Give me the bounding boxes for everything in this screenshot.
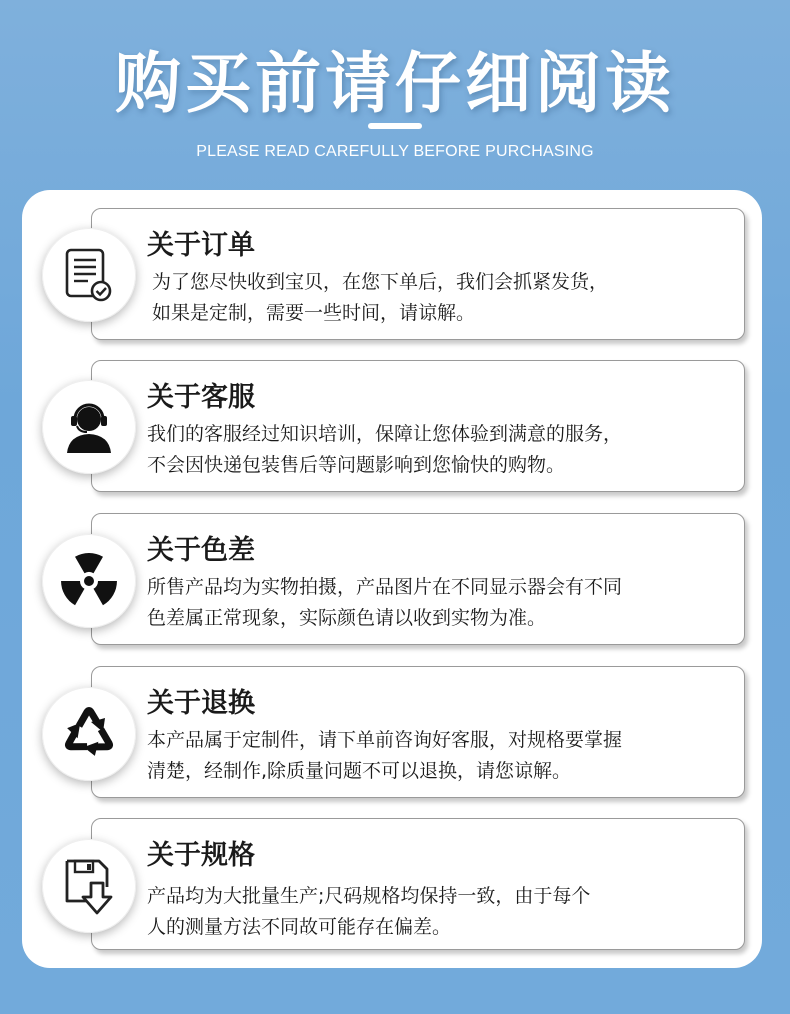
notice-card-size: [91, 818, 745, 950]
card-text: [147, 419, 732, 481]
title-underline: [368, 123, 422, 129]
card-text: [147, 725, 732, 787]
card-title: 关于退换: [147, 688, 255, 719]
headset-agent-icon: [61, 399, 117, 455]
card-title: 关于色差: [147, 535, 255, 566]
notice-card-order: [91, 208, 745, 340]
card-text-line: 本产品属于定制件，请下单前咨询好客服，对规格要掌握: [147, 729, 623, 751]
page-title: 购买前请仔细阅读: [115, 45, 675, 122]
card-text-line: 为了您尽快收到宝贝，在您下单后，我们会抓紧发货，: [152, 271, 609, 293]
icon-badge: [42, 687, 136, 781]
notice-card-color: [91, 513, 745, 645]
card-text-line: 不会因快递包装售后等问题影响到您愉快的购物。: [147, 454, 566, 476]
save-download-icon: [61, 857, 117, 915]
icon-badge: [42, 534, 136, 628]
card-text-line: 如果是定制，需要一些时间，请谅解。: [152, 302, 476, 324]
card-text-line: 我们的客服经过知识培训，保障让您体验到满意的服务，: [147, 423, 623, 445]
card-text-line: 所售产品均为实物拍摄，产品图片在不同显示器会有不同: [147, 576, 623, 598]
card-text: [147, 881, 732, 943]
card-text-line: 人的测量方法不同故可能存在偏差。: [147, 916, 452, 938]
card-text: [147, 572, 732, 634]
icon-badge: [42, 380, 136, 474]
document-check-icon: [63, 247, 115, 303]
card-title: 关于规格: [147, 840, 255, 871]
card-title: 关于客服: [147, 382, 255, 413]
icon-badge: [42, 839, 136, 933]
page-subtitle: PLEASE READ CAREFULLY BEFORE PURCHASING: [196, 143, 594, 160]
card-title: 关于订单: [147, 230, 255, 261]
icon-badge: [42, 228, 136, 322]
card-text-line: 产品均为大批量生产;尺码规格均保持一致，由于每个: [147, 885, 591, 907]
notice-card-service: [91, 360, 745, 492]
card-text: [152, 267, 737, 329]
notice-card-return: [91, 666, 745, 798]
card-text-line: 色差属正常现象，实际颜色请以收到实物为准。: [147, 607, 547, 629]
radiation-icon: [59, 551, 119, 611]
card-text-line: 清楚，经制作,除质量问题不可以退换，请您谅解。: [147, 760, 572, 782]
recycle-icon: [58, 705, 120, 763]
